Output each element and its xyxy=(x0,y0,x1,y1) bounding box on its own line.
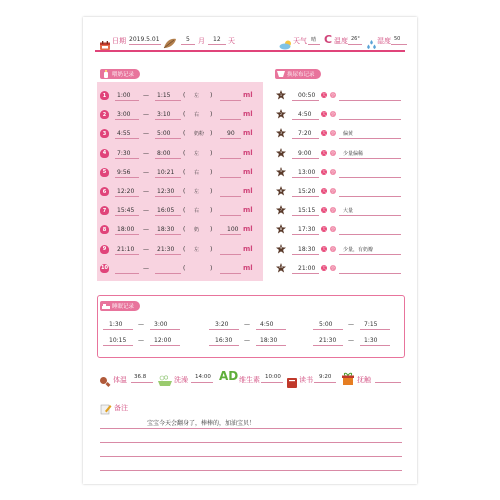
row-number-heart: 4 xyxy=(100,149,109,158)
month-value: 5 xyxy=(186,36,190,43)
feed-unit: ml xyxy=(243,91,253,99)
diaper-note-line xyxy=(339,273,401,274)
feed-unit: ml xyxy=(243,187,253,195)
feed-amount-line xyxy=(220,254,241,255)
sleep-end: 18:30 xyxy=(260,337,278,344)
big-badge: 大 xyxy=(322,130,326,136)
thermometer-icon xyxy=(99,373,111,385)
feed-amount-line xyxy=(220,177,241,178)
row-number-label: 9 xyxy=(279,246,283,251)
small-badge: 小 xyxy=(331,130,335,136)
feed-end-time: 5:00 xyxy=(157,130,171,138)
sleep-start-line xyxy=(313,345,343,346)
row-number-heart: 5 xyxy=(100,168,109,177)
big-badge: 大 xyxy=(322,188,326,193)
diaper-note-line xyxy=(339,158,401,159)
sleep-end-line xyxy=(150,345,180,346)
feed-dash: — xyxy=(143,245,149,253)
feed-amount-line xyxy=(220,196,241,197)
feed-end-time: 3:10 xyxy=(157,111,171,119)
feed-amount-line xyxy=(220,273,241,274)
row-number-label: 1 xyxy=(279,92,283,97)
feed-amount-line xyxy=(220,138,241,139)
sleep-start-line xyxy=(103,329,133,330)
bath-value: 14:00 xyxy=(195,374,211,380)
row-number-label: 7 xyxy=(279,207,283,212)
feed-unit: ml xyxy=(243,129,253,138)
book-icon xyxy=(287,373,297,383)
small-badge: 小 xyxy=(331,245,335,251)
sleep-start: 10:15 xyxy=(109,337,127,344)
row-number-heart: 10 xyxy=(101,265,108,272)
leaf-icon xyxy=(163,34,177,45)
feed-start-time: 18:00 xyxy=(117,226,135,234)
feed-paren-close: ) xyxy=(210,168,213,176)
sleep-end: 1:30 xyxy=(364,337,378,344)
feed-paren-open: ( xyxy=(183,168,186,176)
feed-start-line xyxy=(115,138,139,139)
diaper-time-line xyxy=(292,215,319,216)
diaper-time-line xyxy=(292,234,319,235)
diaper-time: 15:20 xyxy=(298,188,316,195)
temp-label: 温度 xyxy=(334,37,348,45)
big-badge: 大 xyxy=(322,168,326,174)
feed-unit: ml xyxy=(243,110,253,119)
feed-unit: ml xyxy=(243,148,253,157)
feed-start-line xyxy=(115,196,139,197)
feed-side: 左 xyxy=(194,189,200,195)
row-number-heart: 2 xyxy=(100,110,109,119)
feed-dash: — xyxy=(143,111,149,119)
feed-dash: — xyxy=(143,92,149,99)
diaper-time-line xyxy=(292,138,319,139)
vitamin-label: 维生素 xyxy=(239,376,260,384)
notes-label: 备注 xyxy=(114,404,128,412)
feed-amount-line xyxy=(220,119,241,120)
comfort-label: 抚触 xyxy=(357,376,371,384)
feed-end-line xyxy=(155,158,181,159)
diaper-time: 4:50 xyxy=(298,111,312,119)
feed-amount-line xyxy=(220,234,241,235)
feed-paren-close: ) xyxy=(210,92,213,99)
ad-vitamin-icon: AD xyxy=(219,369,239,383)
feed-paren-close: ) xyxy=(210,226,213,234)
feed-amount: 90 xyxy=(227,130,235,138)
day-label: 天 xyxy=(228,37,235,45)
diaper-note-line xyxy=(339,119,401,120)
feed-end-time: 8:00 xyxy=(157,149,171,157)
sleep-title: 睡眠记录 xyxy=(112,304,135,310)
feed-start-line xyxy=(115,273,139,274)
feed-end-time: 10:21 xyxy=(157,168,175,176)
row-number-label: 10 xyxy=(278,265,284,270)
feed-start-time: 4:55 xyxy=(117,130,131,138)
small-badge: 小 xyxy=(331,207,335,213)
feeding-title: 喂奶记录 xyxy=(112,72,135,78)
feed-end-line xyxy=(155,273,181,274)
feed-side: 左 xyxy=(194,246,200,253)
feed-end-time: 12:30 xyxy=(157,188,175,195)
row-number-heart: 3 xyxy=(100,129,109,138)
diaper-note-line xyxy=(339,234,401,235)
feed-start-line xyxy=(115,254,139,255)
feed-paren-open: ( xyxy=(183,111,186,119)
feed-unit: ml xyxy=(243,244,253,253)
big-badge: 大 xyxy=(322,226,326,232)
diaper-note-line xyxy=(339,254,401,255)
feed-start-line xyxy=(115,119,139,120)
feed-end-line xyxy=(155,196,181,197)
date-value: 2019.5.01 xyxy=(129,36,160,43)
big-badge: 大 xyxy=(322,92,326,97)
diaper-time-line xyxy=(292,196,319,197)
feed-end-line xyxy=(155,234,181,235)
weather-label: 天气 xyxy=(293,37,307,45)
small-badge: 小 xyxy=(331,168,335,174)
row-number-heart: 7 xyxy=(100,206,109,215)
diaper-icon xyxy=(277,70,285,78)
sleep-end-line xyxy=(256,329,286,330)
weather-cloud-icon xyxy=(279,35,293,45)
sleep-dash: — xyxy=(348,321,354,328)
feed-end-line xyxy=(155,215,181,216)
diaper-note-line xyxy=(339,177,401,178)
feed-dash: — xyxy=(143,207,149,215)
big-badge: 大 xyxy=(322,264,326,270)
row-number-label: 6 xyxy=(279,188,283,193)
diaper-time: 17:30 xyxy=(298,226,316,234)
sleep-title-tag xyxy=(100,301,140,311)
diaper-time: 15:15 xyxy=(298,207,316,215)
feed-end-time: 16:05 xyxy=(157,207,175,215)
feed-side: 奶粉 xyxy=(194,131,205,138)
feed-dash: — xyxy=(143,264,149,272)
feed-start-line xyxy=(115,177,139,178)
row-number-label: 3 xyxy=(279,130,283,135)
feed-end-line xyxy=(155,254,181,255)
vitamin-value: 10:00 xyxy=(265,374,281,380)
diaper-time: 7:20 xyxy=(298,130,312,138)
feed-paren-close: ) xyxy=(210,149,213,157)
diaper-note-line xyxy=(339,196,401,197)
feed-start-time: 15:45 xyxy=(117,207,135,215)
row-number-heart: 8 xyxy=(100,225,109,234)
row-number-label: 2 xyxy=(279,111,283,116)
diaper-note: 少量偏稀 xyxy=(343,150,364,157)
row-number-heart: 6 xyxy=(100,187,109,196)
bath-label: 洗澡 xyxy=(174,376,188,384)
month-label: 月 xyxy=(198,37,205,45)
diaper-note: 大量 xyxy=(343,208,354,215)
feed-paren-close: ) xyxy=(210,245,213,253)
feed-amount: 100 xyxy=(227,226,239,234)
sleep-end-line xyxy=(360,345,390,346)
feed-paren-close: ) xyxy=(210,111,213,119)
small-badge: 小 xyxy=(331,92,335,97)
big-badge: 大 xyxy=(322,245,326,251)
feed-amount-line xyxy=(220,215,241,216)
feed-end-time: 21:30 xyxy=(157,245,175,253)
celsius-icon: C xyxy=(324,33,333,46)
sleep-end-line xyxy=(150,329,180,330)
diaper-note: 偏黄 xyxy=(343,131,354,138)
feed-end-time: 1:15 xyxy=(157,92,171,99)
sleep-dash: — xyxy=(244,337,250,344)
sleep-dash: — xyxy=(138,337,144,344)
sleep-start-line xyxy=(313,329,343,330)
sleep-start-line xyxy=(103,345,133,346)
row-number-heart: 1 xyxy=(100,91,109,100)
feed-start-time: 7:30 xyxy=(117,149,131,157)
diaper-time-line xyxy=(292,158,319,159)
sleep-dash: — xyxy=(348,337,354,344)
body-temp-value: 36.8 xyxy=(134,374,147,380)
feed-side: 左 xyxy=(194,150,200,157)
feed-paren-close: ) xyxy=(210,188,213,195)
sleep-start-line xyxy=(209,329,239,330)
diaper-note: 少量，有奶瓣 xyxy=(343,246,374,253)
feed-paren-open: ( xyxy=(183,226,186,234)
reading-label: 读书 xyxy=(299,376,313,384)
diaper-time: 00:50 xyxy=(298,92,316,99)
temp-value: 26° xyxy=(351,36,360,42)
sleep-end: 3:00 xyxy=(154,321,168,328)
feed-dash: — xyxy=(143,149,149,157)
feed-unit: ml xyxy=(243,263,253,272)
notes-text: 宝宝今天会翻身了，棒棒的，加油宝贝！ xyxy=(147,420,256,427)
sleep-end: 7:15 xyxy=(364,321,378,328)
diaper-note-line xyxy=(339,138,401,139)
feed-dash: — xyxy=(143,226,149,234)
feed-start-time: 1:00 xyxy=(117,92,131,99)
big-badge: 大 xyxy=(322,149,326,155)
feed-unit: ml xyxy=(243,167,253,176)
diaper-title-tag xyxy=(275,69,321,79)
bottle-icon xyxy=(102,70,110,78)
sleep-end-line xyxy=(360,329,390,330)
feed-end-line xyxy=(155,100,181,101)
feed-paren-close: ) xyxy=(210,264,213,272)
feed-side: 奶 xyxy=(194,227,200,234)
reading-value: 9:20 xyxy=(319,374,332,380)
sleep-start: 21:30 xyxy=(319,337,337,344)
humidity-label: 湿度 xyxy=(377,37,391,45)
baby-log-sheet xyxy=(83,17,417,484)
feed-dash: — xyxy=(143,168,149,176)
sleep-end-line xyxy=(256,345,286,346)
date-label: 日期 xyxy=(112,37,126,45)
calendar-icon xyxy=(100,35,110,44)
feed-paren-close: ) xyxy=(210,130,213,138)
day-value: 12 xyxy=(213,36,221,43)
feed-end-line xyxy=(155,119,181,120)
small-badge: 小 xyxy=(331,188,335,193)
humidity-value: 50 xyxy=(394,36,401,42)
feed-start-line xyxy=(115,215,139,216)
sleep-start: 5:00 xyxy=(319,321,333,328)
feed-unit: ml xyxy=(243,206,253,215)
diaper-time: 18:30 xyxy=(298,245,316,253)
row-number-label: 4 xyxy=(279,150,283,155)
feed-end-time: 18:30 xyxy=(157,226,175,234)
sleep-dash: — xyxy=(244,321,250,328)
feed-paren-open: ( xyxy=(183,130,186,138)
bathtub-icon xyxy=(158,372,172,384)
diaper-time-line xyxy=(292,177,319,178)
sleep-dash: — xyxy=(138,321,144,328)
notes-pencil-icon xyxy=(100,400,112,412)
small-badge: 小 xyxy=(331,149,335,155)
diaper-time: 21:00 xyxy=(298,264,316,272)
diaper-time-line xyxy=(292,273,319,274)
feed-paren-open: ( xyxy=(183,149,186,157)
diaper-note-line xyxy=(339,215,401,216)
feed-start-time: 12:20 xyxy=(117,188,135,195)
diaper-time: 13:00 xyxy=(298,168,316,176)
feed-unit: ml xyxy=(243,225,253,234)
sleep-start-line xyxy=(209,345,239,346)
feed-paren-open: ( xyxy=(183,207,186,215)
feed-start-time: 9:56 xyxy=(117,168,131,176)
small-badge: 小 xyxy=(331,264,335,270)
bed-icon xyxy=(102,302,110,310)
feed-paren-close: ) xyxy=(210,207,213,215)
sleep-start: 3:20 xyxy=(215,321,229,328)
feed-paren-open: ( xyxy=(183,188,186,195)
feed-amount-line xyxy=(220,158,241,159)
feed-side: 左 xyxy=(194,93,200,99)
feeding-title-tag xyxy=(100,69,140,79)
feed-dash: — xyxy=(143,188,149,195)
water-drops-icon xyxy=(366,35,377,45)
diaper-time-line xyxy=(292,100,319,101)
row-number-heart: 9 xyxy=(100,245,109,254)
sleep-end: 4:50 xyxy=(260,321,274,328)
diaper-title: 换尿布记录 xyxy=(287,72,315,78)
feed-side: 右 xyxy=(194,208,200,215)
diaper-time-line xyxy=(292,119,319,120)
sleep-start: 16:30 xyxy=(215,337,233,344)
gift-icon xyxy=(342,370,354,383)
diaper-time-line xyxy=(292,254,319,255)
weather-value: 晴 xyxy=(311,37,317,43)
small-badge: 小 xyxy=(331,226,335,232)
feed-amount-line xyxy=(220,100,241,101)
sleep-start: 1:30 xyxy=(109,321,123,328)
body-temp-label: 体温 xyxy=(113,376,127,384)
feed-start-line xyxy=(115,100,139,101)
feed-start-line xyxy=(115,234,139,235)
feed-paren-open: ( xyxy=(183,245,186,253)
feed-start-time: 21:10 xyxy=(117,245,135,253)
diaper-time: 9:00 xyxy=(298,149,312,157)
row-number-label: 8 xyxy=(279,226,283,231)
header-divider xyxy=(95,50,405,52)
small-badge: 小 xyxy=(331,111,335,117)
sleep-end: 12:00 xyxy=(154,337,172,344)
feed-dash: — xyxy=(143,130,149,138)
row-number-label: 5 xyxy=(279,169,283,174)
big-badge: 大 xyxy=(322,207,326,213)
feed-start-time: 3:00 xyxy=(117,111,131,119)
diaper-note-line xyxy=(339,100,401,101)
feed-side: 右 xyxy=(194,112,200,119)
feed-end-line xyxy=(155,177,181,178)
feed-start-line xyxy=(115,158,139,159)
big-badge: 大 xyxy=(322,111,326,117)
feed-end-line xyxy=(155,138,181,139)
feed-paren-open: ( xyxy=(183,92,186,99)
feed-paren-open: ( xyxy=(183,264,186,272)
feed-side: 右 xyxy=(194,169,200,176)
